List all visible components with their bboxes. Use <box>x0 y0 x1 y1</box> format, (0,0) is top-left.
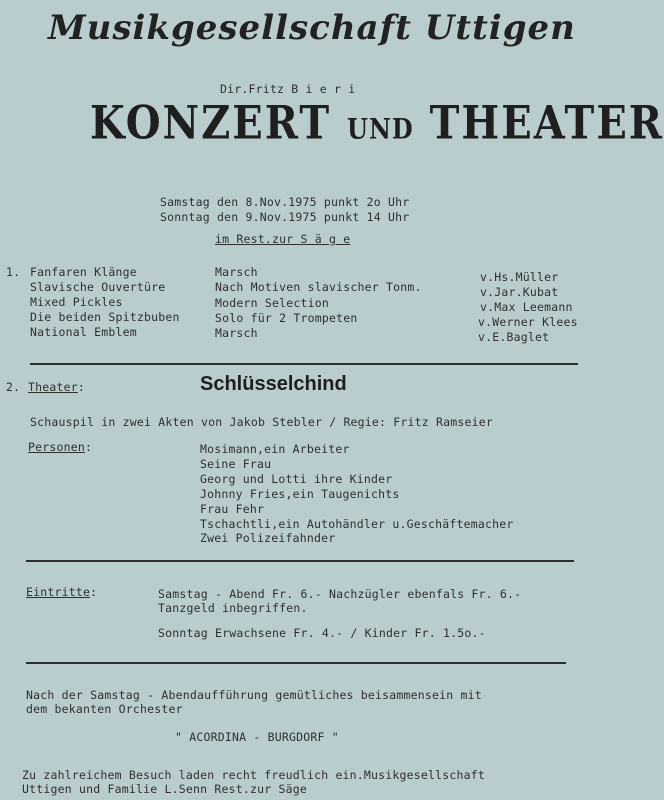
admission-line-2: Tanzgeld inbegriffen. <box>158 601 308 615</box>
orchestra-name: " ACORDINA - BURGDORF " <box>175 730 339 744</box>
footer-line-1: Nach der Samstag - Abendaufführung gemütliches beisammensein mit <box>26 688 482 702</box>
program-item-title: Fanfaren Klänge <box>30 265 137 279</box>
date-line-2: Sonntag den 9.Nov.1975 punkt 14 Uhr <box>160 210 410 224</box>
program-item-type: Modern Selection <box>215 296 329 310</box>
society-name: Musikgesellschaft Uttigen <box>48 8 576 48</box>
program-item-composer: v.E.Baglet <box>478 330 550 344</box>
person-item: Johnny Fries,ein Taugenichts <box>200 487 400 501</box>
persons-label: Personen: <box>28 440 93 454</box>
program-item-type: Marsch <box>215 265 258 279</box>
theater-number: 2. <box>6 380 21 394</box>
person-item: Georg und Lotti ihre Kinder <box>200 472 393 486</box>
footer-line-4: Uttigen und Familie L.Senn Rest.zur Säge <box>22 782 307 796</box>
date-line-1: Samstag den 8.Nov.1975 punkt 2o Uhr <box>160 195 410 209</box>
play-title: Schlüsselchind <box>200 373 347 395</box>
person-item: Tschachtli,ein Autohändler u.Geschäftemacher <box>200 517 514 531</box>
admission-line-1: Samstag - Abend Fr. 6.- Nachzügler ebenfals Fr. 6.- <box>158 587 522 601</box>
program-item-type: Nach Motiven slavischer Tonm. <box>215 280 422 294</box>
divider-1 <box>30 363 578 365</box>
divider-2 <box>26 560 574 562</box>
divider-3 <box>26 662 566 664</box>
program-item-title: National Emblem <box>30 325 137 339</box>
director-line: Dir.Fritz B i e r i <box>220 82 356 96</box>
admission-line-3: Sonntag Erwachsene Fr. 4.- / Kinder Fr. 1.5o.- <box>158 626 486 640</box>
venue-line: im Rest.zur S ä g e <box>215 232 351 246</box>
person-item: Seine Frau <box>200 457 272 471</box>
person-item: Mosimann,ein Arbeiter <box>200 442 350 456</box>
program-item-composer: v.Hs.Müller <box>480 270 559 284</box>
program-item-type: Solo für 2 Trompeten <box>215 311 358 325</box>
title-und: UND <box>347 112 414 146</box>
admission-label: Eintritte: <box>26 585 98 599</box>
title-theater: THEATER <box>429 96 664 151</box>
program-number: 1. <box>6 265 21 279</box>
play-subtitle: Schauspil in zwei Akten von Jakob Stebler / Regie: Fritz Ramseier <box>30 415 494 429</box>
program-item-composer: v.Werner Klees <box>478 315 578 329</box>
program-item-type: Marsch <box>215 326 258 340</box>
program-item-composer: v.Max Leemann <box>480 300 573 314</box>
program-item-title: Mixed Pickles <box>30 295 123 309</box>
program-item-composer: v.Jar.Kubat <box>480 285 559 299</box>
footer-line-3: Zu zahlreichem Besuch laden recht freudlich ein.Musikgesellschaft <box>22 768 486 782</box>
program-item-title: Slavische Ouvertüre <box>30 280 166 294</box>
person-item: Frau Fehr <box>200 502 265 516</box>
title-konzert: KONZERT <box>90 96 332 151</box>
theater-label: Theater: <box>28 380 85 394</box>
program-item-title: Die beiden Spitzbuben <box>30 310 180 324</box>
event-title <box>90 96 664 150</box>
footer-line-2: dem bekanten Orchester <box>26 702 183 716</box>
person-item: Zwei Polizeifahnder <box>200 531 336 545</box>
